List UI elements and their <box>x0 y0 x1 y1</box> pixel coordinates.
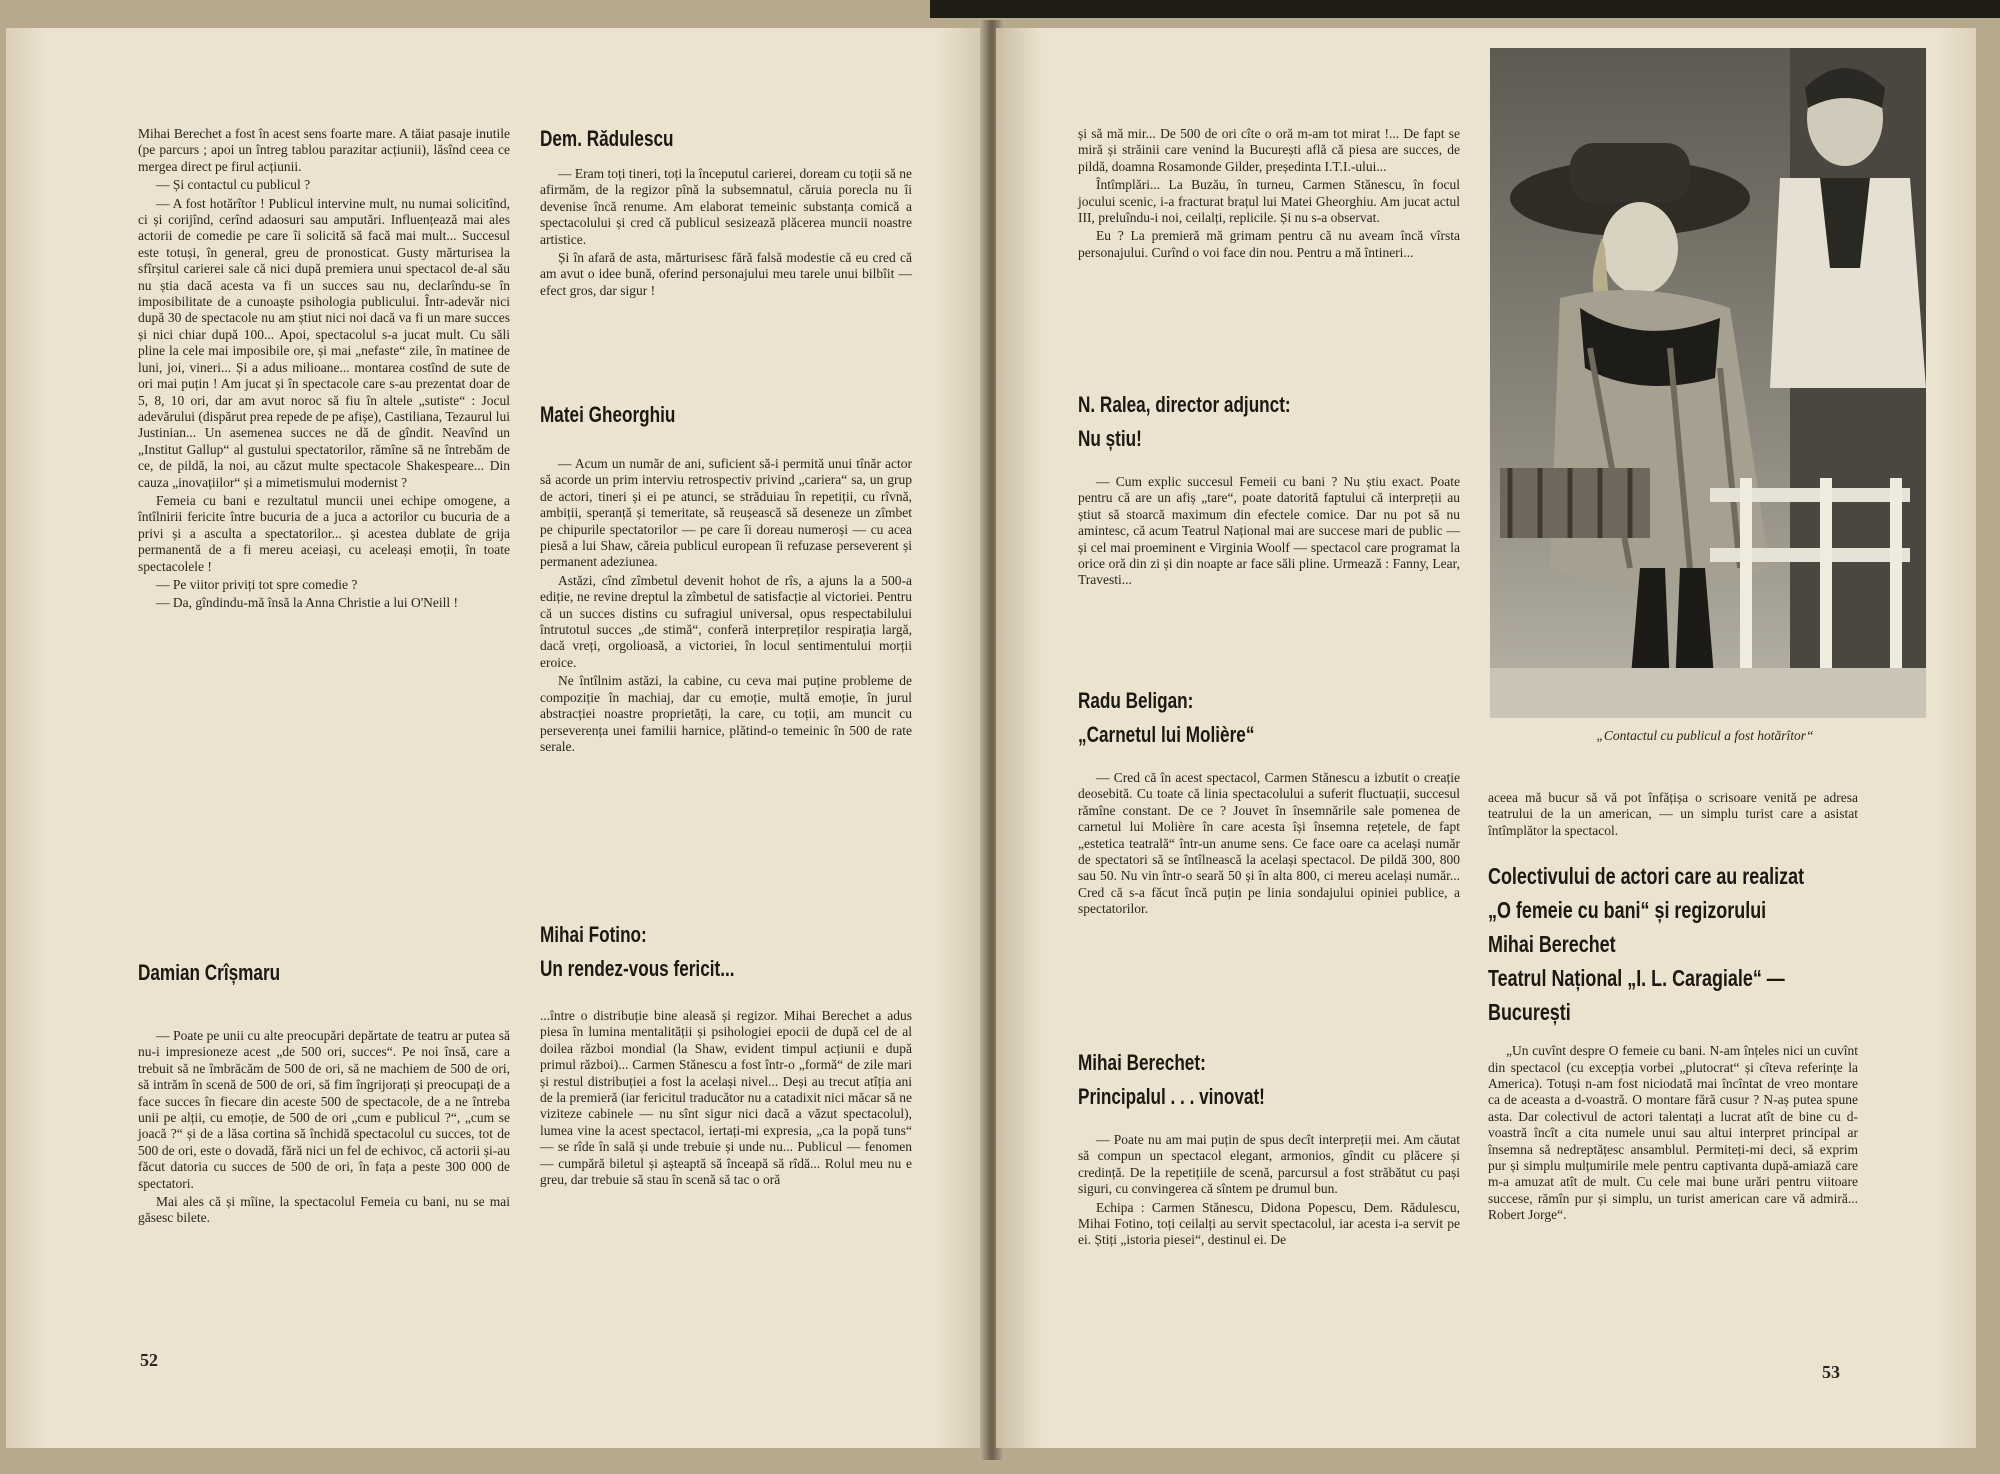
paragraph: — Cred că în acest spectacol, Carmen Stănescu a izbutit o creație deosebită. Cu toate că linia spectacolului a suferit fluctuații, succesul rămîne constant. De ce ? Jouvet în însemnările sale pomenea de carnetul lui Molière în care acesta își însemna rețetele, de fapt „estetica teatrală“ într-un anume sens. Ce face oare ca același număr de spectatori să se întîlnească la același spectacol. De pildă 300, 800 sau 50. Nu vin într-o seară 50 și în alta 800, ci mereu același număr... Cred că s-a făcut încă puțin pe linia sondajului opiniei publice, a spectatorilor. <box>1078 770 1460 917</box>
left-column-1 <box>138 126 510 614</box>
paragraph: ...între o distribuție bine aleasă și regizor. Mihai Berechet a adus piesa în lumina mentalității și psihologiei epocii de după cel de al doilea război mondial (la Shaw, evident timpul acțiunii e după primul război)... Carmen Stănescu a fost într-o „formă“ de zile mari și restul distribuției a fost la același nivel... Deși au trecut atîția ani de la premieră (iar fericitul traducător nu a catadixit nici măcar să ne viziteze cabinele — nu sînt sigur nici dacă a văzut spectacolul), lumea vine la acest spectacol, iertați-mi expresia, „ca la popă tuns“ — se rîde în sală și unde trebuie și unde nu... Publicul — fenomen — cumpără biletul și așteaptă să înceapă să rîdă... Rolul meu nu e greu, dar trebuie să stau în scenă să tac o oră <box>540 1008 912 1188</box>
section-heading: N. Ralea, director adjunct: <box>1078 392 1291 417</box>
paragraph: „Un cuvînt despre O femeie cu bani. N-am înțeles nici un cuvînt din spectacol (cu excepția vorbei „plutocrat“ și cîteva referințe la America). Totuși n-am fost niciodată mai încîntat de vreo montare ca de aceasta a d-voastră. O montare fără cusur ? N-aș putea spune asta. Dar colectivul de actori talentați a lucrat atît de bine cu d-voastră încît a cita numele unui sau altui interpret principal ar însemna să nedreptățesc ansamblul. Permiteți-mi deci, să exprim pur și simplu mulțumirile mele pentru captivanta după-amiază care m-a amuzat atît de mult. Cu cele mai bune urări pentru viitoare succese, rămîn pur și simplu, un turist american care vă admiră... Robert Jorge“. <box>1488 1043 1858 1223</box>
section-subheading: „Carnetul lui Molière“ <box>1078 722 1255 747</box>
section-heading: Radu Beligan: <box>1078 688 1194 713</box>
section-subheading: Un rendez-vous fericit... <box>540 956 735 981</box>
paragraph: — Acum un număr de ani, suficient să-i permită unui tînăr actor să acorde un prim interviu retrospectiv privind „cariera“ sa, un grup de actori, tineri și ei pe atunci, se străduiau în repetiții, cu rîvnă, ambiții, speranță și temeritate, să reușească să deseneze un zîmbet pe chipurile spectatorilor — pe care îi doreau numeroși — cu acea piesă a lui Shaw, căreia publicul european îi refuzase perseverent și permanent adeziunea. <box>540 456 912 570</box>
page-number: 53 <box>1822 1362 1840 1382</box>
letter-heading: Colectivului de actori care au realizat <box>1488 863 1805 890</box>
paragraph: — Da, gîndindu-mă însă la Anna Christie a lui O'Neill ! <box>156 595 459 611</box>
paragraph: — Eram toți tineri, toți la începutul carierei, doream cu toții să ne afirmăm, de la regizor pînă la subsemnatul, căruia porecla nu îi devenise încă renume. Am elaborat temeinic substanța comică a spectacolului și cred că publicul sesizează plăcerea muncii noastre artistice. <box>540 166 912 247</box>
section-ralea <box>1078 392 1460 591</box>
section-subheading: Nu știu! <box>1078 426 1142 451</box>
paragraph: Mai ales că și mîine, la spectacolul Femeia cu bani, nu se mai găsesc bilete. <box>138 1194 510 1226</box>
paragraph: Echipa : Carmen Stănescu, Didona Popescu, Dem. Rădulescu, Mihai Fotino, toți ceilalți au servit spectacolul, iar acesta i-a servit pe ei. Știți „istoria piesei“, destinul ei. De <box>1078 1199 1460 1248</box>
section-gheorghiu <box>540 402 912 757</box>
section-fotino <box>540 922 912 1190</box>
letter-heading: București <box>1488 999 1571 1026</box>
section-damian <box>138 960 510 1229</box>
photo-caption: „Contactul cu publicul a fost hotărîtor“ <box>1596 728 1814 743</box>
top-shadow <box>930 0 2000 18</box>
stage-photo-illustration <box>1490 48 1926 718</box>
paragraph: Ne întîlnim astăzi, la cabine, cu ceva mai puține probleme de compoziție în machiaj, dar cu emoție, multă emoție, în jurul abstracției noastre proprietăți, la care, cu toții, am muncit cu perseverența unei familii harnice, plătind-o temeinic în 500 de rate serale. <box>540 673 912 754</box>
letter-heading: Mihai Berechet <box>1488 931 1616 958</box>
paragraph: și să mă mir... De 500 de ori cîte o oră m-am tot mirat !... De fapt se miră și străinii care venind la București află că piesa are succes, de pildă, doamna Rosamonde Gilder, președinta I.T.I.-ului... <box>1078 126 1460 174</box>
section-subheading: Principalul . . . vinovat! <box>1078 1084 1265 1109</box>
paragraph: Și în afară de asta, mărturisesc fără falsă modestie că eu cred că am avut o idee bună, oferind personajului meu tarele unui bilbîit — efect gros, dar sigur ! <box>540 250 912 298</box>
right-column-1-intro <box>1078 126 1460 263</box>
section-heading: Mihai Fotino: <box>540 922 647 947</box>
paragraph: Întîmplări... La Buzău, în turneu, Carmen Stănescu, în focul jocului scenic, i-a fracturat brațul lui Matei Gheorghiu. Am jucat actul III, preluîndu-i noi, ceilalți, replicile. Și nu s-a observat. <box>1078 177 1460 226</box>
page-number: 52 <box>140 1350 158 1370</box>
section-berechet <box>1078 1050 1460 1251</box>
section-radulescu <box>540 126 912 301</box>
paragraph: — Cum explic succesul Femeii cu bani ? Nu știu exact. Poate pentru că are un afiș „tare“, poate datorită faptului că interpreții au știut să stoarcă maximum din efectele comice. Dar nu pot să nu amintesc, că acum Teatrul Național mai are succese mari de public — și cel mai proeminent e Virginia Woolf — spectacol care programat la orice oră din zi și din noapte ar face săli pline. Urmează : Fanny, Lear, Travesti... <box>1078 474 1460 588</box>
paragraph: — Poate pe unii cu alte preocupări depărtate de teatru ar putea să nu-i impresioneze acest „de 500 ori, succes“. Pe noi însă, care a trebuit să ne îmbrăcăm de 500 de ori, să ne machiem de 500 de ori, să intrăm în scenă de 500 de ori, să fim îngrijorați și preocupați de a face succes în fiecare din aceste 500 de spectacole, de a ne întreba unii pe alții, cu emoție, de 500 de ori „cum e publicul ?“, „cum se joacă ?“ și de a lăsa cortina să închidă spectacolul cu succes, tot de 500 de ori, este o dovadă, fără nici un fel de echivoc, că actorii și-au făcut datoria cu succes de 500 de ori, în fața a peste 300 000 de spectatori. <box>138 1028 510 1191</box>
paragraph: — Poate nu am mai puțin de spus decît interpreții mei. Am căutat să compun un spectacol elegant, armonios, gîndit cu plăcere și credință. De la repetițiile de scenă, parcursul a fost străbătut cu pași siguri, cu convingerea că sîntem pe drumul bun. <box>1078 1132 1460 1197</box>
section-heading: Dem. Rădulescu <box>540 126 674 151</box>
section-beligan <box>1078 688 1460 920</box>
paragraph: Astăzi, cînd zîmbetul devenit hohot de rîs, a ajuns la a 500-a ediție, ne revine dreptul la zîmbetul de satisfacție al victoriei. Pentru că un succes distins cu sufragiul universal, opus respectabilului întrutotul succes „de stimă“, conferă interpreților respirația largă, dacă vreți, orgolioasă, a victoriei, în locul sentimentului morții eroice. <box>540 572 912 670</box>
section-letter <box>1488 790 1858 1226</box>
paragraph: aceea mă bucur să vă pot înfățișa o scrisoare venită pe adresa teatrului de la un american, — un simplu turist care a asistat întîmplător la spectacol. <box>1488 790 1858 838</box>
section-heading: Matei Gheorghiu <box>540 402 676 427</box>
section-heading: Damian Crîșmaru <box>138 960 281 985</box>
letter-heading: Teatrul Național „I. L. Caragiale“ — <box>1488 965 1785 992</box>
paragraph: Eu ? La premieră mă grimam pentru că nu aveam încă vîrsta personajului. Curînd o voi face din nou. Pentru a mă întineri... <box>1078 228 1460 260</box>
stage-photo <box>1490 48 1926 718</box>
paragraph: Femeia cu bani e rezultatul muncii unei echipe omogene, a întîlnirii fericite între bucuria de a juca a actorilor cu bucuria de a privi și a asculta a spectatorilor... și acestea dublate de grija permanentă de a fi mereu aceiași, cu aceleași emoții, în toate spectacolele ! <box>138 492 510 574</box>
paragraph: — A fost hotărîtor ! Publicul intervine mult, nu numai solicitînd, ci și corijînd, cerînd adaosuri sau amputări. Influențează mai ales actorii de comedie pe care îi solicită să facă mai mult... Succesul este totuși, în general, greu de pronosticat. Gusty mărturisea la sfîrșitul carierei sale că nici după premiera unui spectacol de-al său nu știa dacă acesta va fi un succes sau nu, declarîndu-se în imposibilitate de a cunoaște psihologia publicului. Într-adevăr nici după 30 de spectacole nu am știut nici noi dacă va fi un mare succes și nici chiar după 100... Apoi, spectacolul s-a jucat mult. Cu săli pline la cele mai imposibile ore, și mai „nefaste“ zile, în matineе de luni, joi, vineri... Și a adus milioane... montarea costînd de sute de ori mai puțin ! Am jucat și în spectacole care s-au prezentat doar de 5, 8, 10 ori, dar am avut noroc să fiu în altele „sutiste“ : Jocul adevărului (dispărut prea repede de pe afișe), Castiliana, Tezaurul lui Justinian... Un asemenea succes ne dă de gîndit. Neavînd un „Institut Gallup“ al gustului spectatorilor, rămîne să ne întrebăm de ce, de pildă, la noi, au căzut multe spectacole Shakespeare... Din cauza „inovațiilor“ și a mimetismului modernist ? <box>138 195 510 490</box>
letter-heading: „O femeie cu bani“ și regizorului <box>1488 897 1767 924</box>
paragraph: — Pe viitor priviți tot spre comedie ? <box>156 576 358 592</box>
section-heading: Mihai Berechet: <box>1078 1050 1206 1075</box>
paragraph: Mihai Berechet a fost în acest sens foarte mare. A tăiat pasaje inutile (pe parcurs ; apoi un întreg tablou parazitar acțiunii), lăsînd ceea ce mergea direct pe firul acțiunii. <box>138 126 510 174</box>
paragraph: — Și contactul cu publicul ? <box>156 177 311 193</box>
